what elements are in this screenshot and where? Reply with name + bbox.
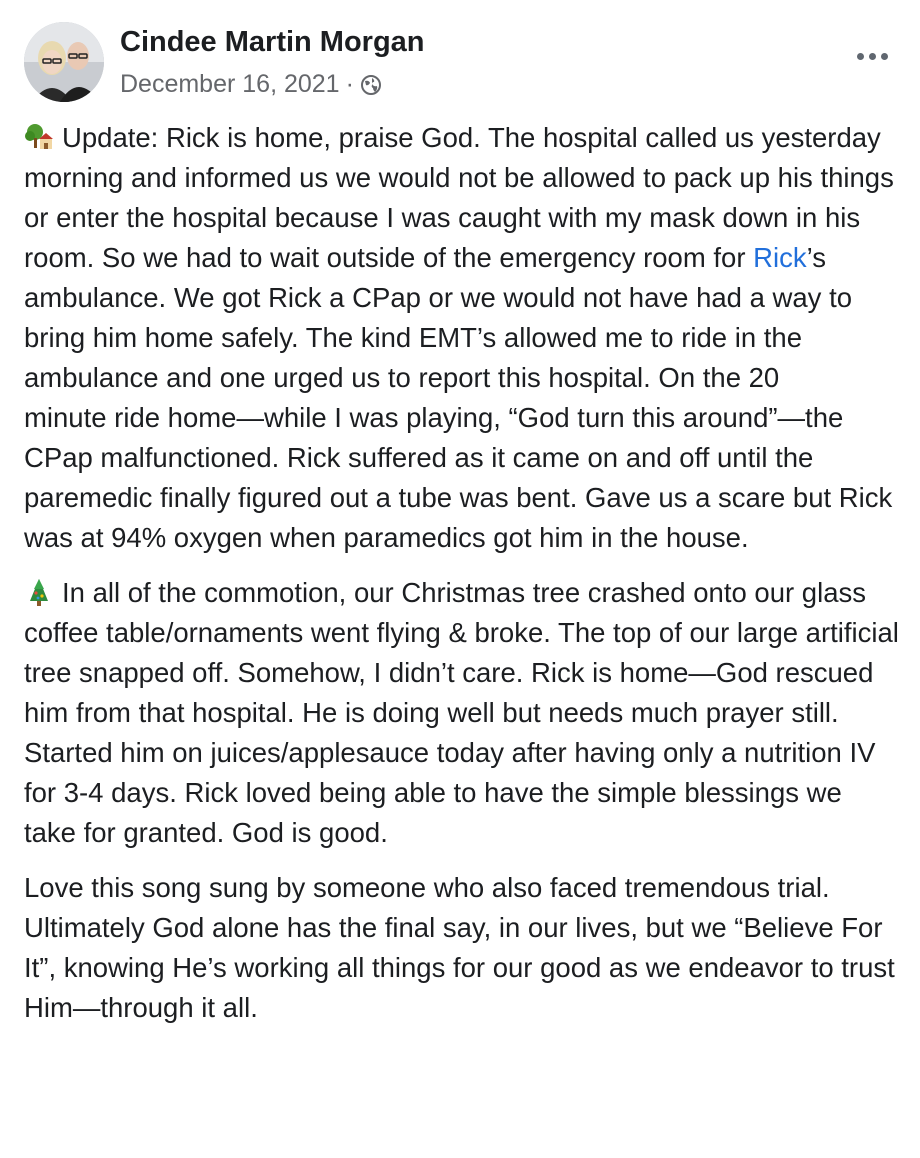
mention-link-rick[interactable]: Rick — [753, 242, 807, 273]
house-with-tree-emoji — [24, 122, 54, 152]
paragraph-1-text: Update: Rick is home, praise God. The hospital called us yesterday morning and informed us we would not be allowed to pack up his things or enter the hospital because I was caught with my mask down in his room. So we had to wait outside of the emergency room for — [24, 122, 894, 273]
paragraph-1-text-continued: ’s ambulance. We got Rick a CPap or we would not have had a way to bring him home safely. The kind EMT’s allowed me to ride in the ambulance and one urged us to report this hospital. On the 20 — [24, 242, 853, 393]
avatar-photo — [24, 22, 104, 102]
more-options-button[interactable] — [848, 44, 896, 68]
post-paragraph-2 — [24, 573, 900, 853]
christmas-tree-emoji — [24, 577, 54, 607]
author-avatar[interactable] — [24, 22, 104, 102]
paragraph-3-text: Love this song sung by someone who also faced tremendous trial. Ultimately God alone has the final say, in our lives, but we “Believe For It”, knowing He’s working all things for our good as we endeavor to trust Him—through it all. — [24, 872, 895, 1023]
paragraph-1-text-end: minute ride home—while I was playing, “God turn this around”—the CPap malfunctioned. Rick suffered as it came on and off until the paremedic finally figured out a tube was bent. Gave us a scare but Rick was at 94% oxygen when paramedics got him in the house. — [24, 402, 893, 553]
post-paragraph-1 — [24, 118, 900, 558]
paragraph-2-text: In all of the commotion, our Christmas tree crashed onto our glass coffee table/ornaments went flying & broke. The top of our large artificial tree snapped off. Somehow, I didn’t care. Rick is home—God rescued him from that hospital. He is doing well but needs much prayer still. Started him on juices/applesauce today after having only a nutrition IV for 3-4 days. Rick loved being able to have the simple blessings we take for granted. God is good. — [24, 577, 899, 848]
post-body — [24, 118, 900, 1043]
post-header — [24, 20, 896, 104]
author-name[interactable]: Cindee Martin Morgan — [120, 26, 425, 58]
post-date[interactable]: December 16, 2021 — [120, 70, 340, 98]
more-options-icon-dot — [857, 53, 864, 60]
meta-separator: · — [345, 70, 354, 98]
more-options-icon-dot — [881, 53, 888, 60]
post-meta — [120, 70, 382, 99]
globe-icon — [360, 74, 382, 96]
post-paragraph-3 — [24, 868, 900, 1028]
more-options-icon-dot — [869, 53, 876, 60]
